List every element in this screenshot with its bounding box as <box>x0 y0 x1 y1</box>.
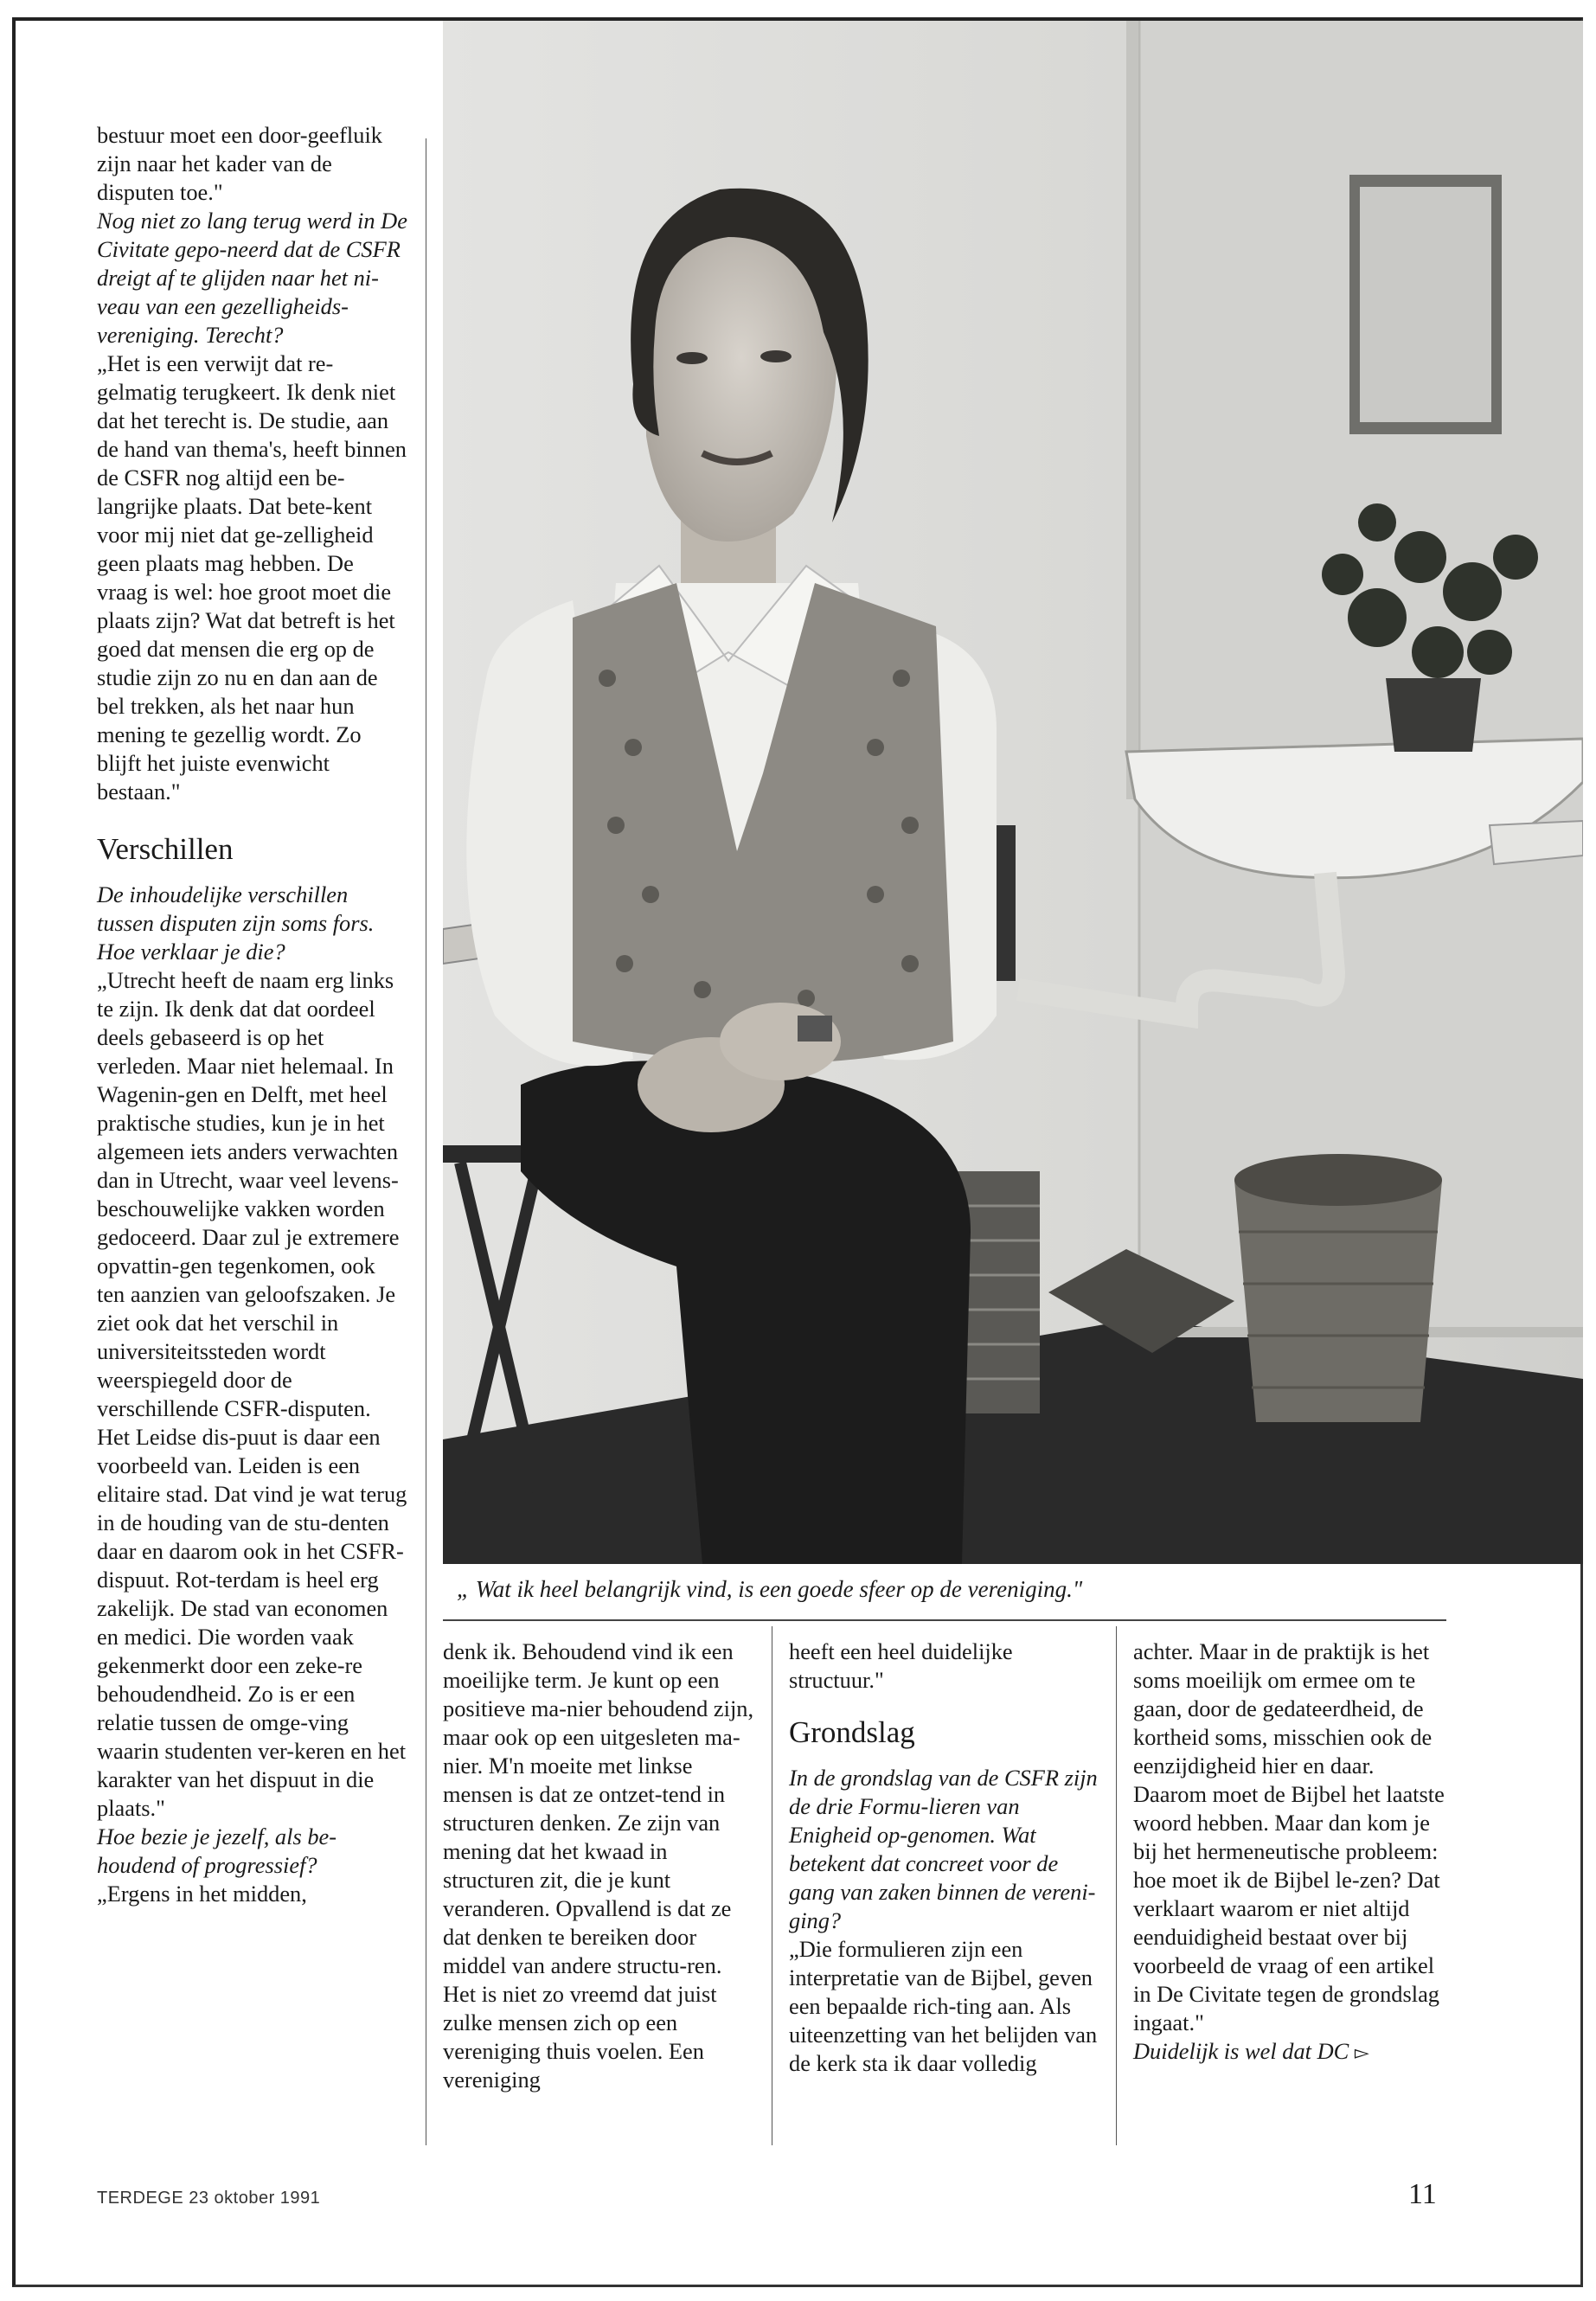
article-column-2 <box>443 1638 754 2094</box>
paragraph: „Het is een verwijt dat re-gelmatig terugkeert. Ik denk niet dat het terecht is. De studie, aan de hand van thema's, heeft binnen de CSFR nog altijd een be-langrijke plaats. Dat bete-kent voor mij niet dat ge-zelligheid geen plaats mag hebben. De vraag is wel: hoe groot moet die plaats zijn? Wat dat betreft is het goed dat mensen die erg op de studie zijn zo nu en dan aan de bel trekken, als het naar hun mening te gezellig wordt. Zo blijft het juiste evenwicht bestaan." <box>97 350 407 804</box>
section-heading-verschillen: Verschillen <box>97 832 234 866</box>
column-divider <box>1116 1626 1117 2145</box>
interview-question: In de grondslag van de CSFR zijn de drie Formu-lieren van Enigheid op-genomen. Wat betekent dat concreet voor de gang van zaken binnen de vereni-ging? <box>789 1765 1098 1933</box>
continue-arrow-icon: ▻ <box>1354 2041 1369 2063</box>
paragraph: heeft een heel duidelijke structuur." <box>789 1638 1013 1693</box>
photo-caption: „ Wat ik heel belangrijk vind, is een goede sfeer op de vereniging." <box>457 1576 1083 1602</box>
interview-question: Nog niet zo lang terug werd in De Civitate gepo-neerd dat de CSFR dreigt af te glijden naar het ni-veau van een gezelligheids-vereniging. Terecht? <box>97 208 407 348</box>
paragraph: „Ergens in het midden, <box>97 1881 307 1907</box>
paragraph: achter. Maar in de praktijk is het soms moeilijk om ermee om te gaan, door de gedateerdheid, de kortheid soms, misschien ook de eenzijdigheid hier en daar. Daarom moet de Bijbel het laatste woord hebben. Maar dan kom je bij het hermeneutische probleem: hoe moet ik de Bijbel le-zen? Dat verklaart waarom er niet altijd eenduidigheid bestaat over bij voorbeeld de vraag of een artikel in De Civitate tegen de grondslag ingaat." <box>1133 1638 1445 2035</box>
page-number: 11 <box>1408 2178 1437 2210</box>
paragraph: denk ik. Behoudend vind ik een moeilijke term. Je kunt op een positieve ma-nier behoudend zijn, maar ook op een uitgesleten ma-nier. M'n moeite met linkse mensen is dat ze ontzet-tend in structuren denken. Ze zijn van mening dat het kwaad in structuren zit, die je kunt veranderen. Opvallend is dat ze dat denken te bereiken door middel van andere structu-ren. Het is niet zo vreemd dat juist zulke mensen zich op een vereniging thuis voelen. Een vereniging <box>443 1638 754 2093</box>
photo-illustration <box>443 21 1583 1564</box>
question-text: Duidelijk is wel dat DC <box>1133 2038 1349 2064</box>
paragraph: „Utrecht heeft de naam erg links te zijn. Ik denk dat dat oordeel deels gebaseerd is op het verleden. Maar niet helemaal. In Wagenin-gen en Delft, met heel praktische studies, kun je in het algemeen iets anders verwachten dan in Utrecht, waar veel levens-beschouwelijke vakken worden gedoceerd. Daar zul je extremere opvattin-gen tegenkomen, ook ten aanzien van geloofszaken. Je ziet ook dat het verschil in universiteitssteden wordt weerspiegeld door de verschillende CSFR-disputen. Het Leidse dis-puut is daar een voorbeeld van. Leiden is een elitaire stad. Dat vind je wat terug in de houding van de stu-denten daar en daarom ook in het CSFR-dispuut. Rot-terdam is heel erg zakelijk. De stad van economen en medici. Die worden vaak gekenmerkt door een zeke-re behoudendheid. Zo is er een relatie tussen de omge-ving waarin studenten ver-keren en het karakter van het dispuut in die plaats." <box>97 967 407 1821</box>
interview-question: Hoe bezie je jezelf, als be-houdend of progressief? <box>97 1823 337 1878</box>
publication-footer: TERDEGE 23 oktober 1991 <box>97 2189 321 2208</box>
paragraph: bestuur moet een door-geefluik zijn naar het kader van de disputen toe." <box>97 122 382 205</box>
article-column-4 <box>1133 1638 1445 2067</box>
article-column-3 <box>789 1638 1100 2078</box>
paragraph: „Die formulieren zijn een interpretatie van de Bijbel, geven een bepaalde rich-ting aan. Als uiteenzetting van het belijden van de kerk sta ik daar volledig <box>789 1936 1098 2076</box>
interview-question-continued <box>1133 2037 1445 2067</box>
interview-question: De inhoudelijke verschillen tussen disputen zijn soms fors. Hoe verklaar je die? <box>97 881 375 965</box>
portrait-photo <box>443 21 1583 1564</box>
article-column-1 <box>97 121 408 1908</box>
caption-rule <box>443 1619 1446 1621</box>
section-heading-grondslag: Grondslag <box>789 1715 915 1749</box>
